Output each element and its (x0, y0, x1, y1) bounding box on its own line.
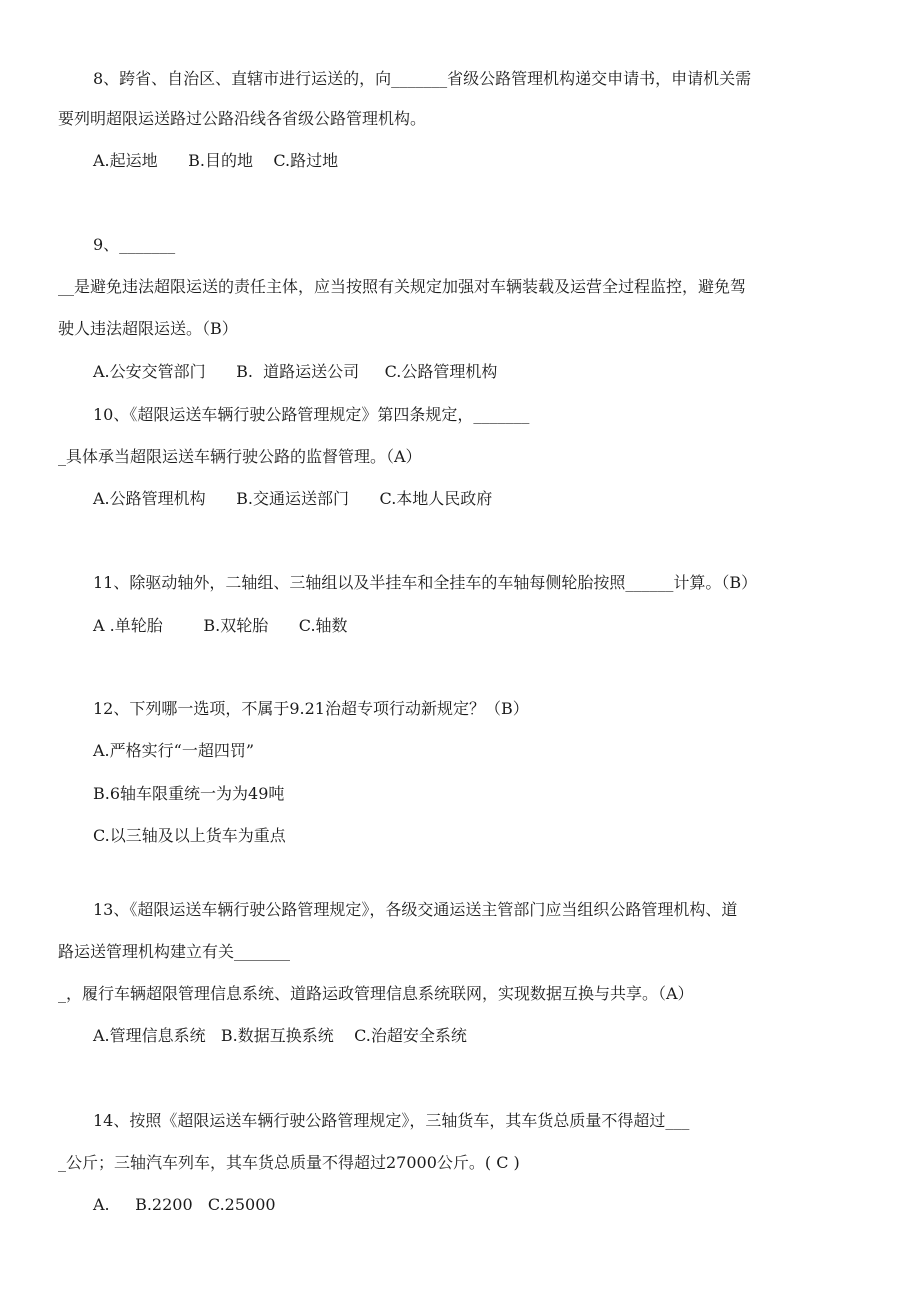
q14-line-1: 14、按照《超限运送车辆行驶公路管理规定》，三轴货车，其车货总质量不得超过___ (93, 1111, 690, 1130)
q9-line-3: 驶人违法超限运送。（B） (58, 319, 238, 338)
q8-options: A.起运地 B.目的地 C.路过地 (93, 151, 339, 170)
q13-options: A.管理信息系统 B.数据互换系统 C.治超安全系统 (93, 1026, 467, 1045)
q14-line-2: _公斤；三轴汽车列车，其车货总质量不得超过27000公斤。( C ) (58, 1153, 520, 1172)
q9-options: A.公安交管部门 B. 道路运送公司 C.公路管理机构 (93, 362, 498, 381)
q8-line-2: 要列明超限运送路过公路沿线各省级公路管理机构。 (58, 109, 427, 128)
q12-line-1: 12、下列哪一选项，不属于9.21治超专项行动新规定？（B） (93, 699, 529, 718)
q12-option-a: A.严格实行“一超四罚” (93, 741, 255, 760)
q8-line-1: 8、跨省、自治区、直辖市进行运送的，向_______省级公路管理机构递交申请书，申请机关需 (93, 69, 752, 88)
q13-line-3: _，履行车辆超限管理信息系统、道路运政管理信息系统联网，实现数据互换与共享。（A） (58, 984, 694, 1003)
q12-option-b: B.6轴车限重统一为为49吨 (93, 784, 285, 803)
q10-options: A.公路管理机构 B.交通运送部门 C.本地人民政府 (93, 489, 493, 508)
q13-line-1: 13、《超限运送车辆行驶公路管理规定》，各级交通运送主管部门应当组织公路管理机构、道 (93, 900, 738, 919)
q10-line-1: 10、《超限运送车辆行驶公路管理规定》第四条规定，_______ (93, 405, 530, 424)
q13-line-2: 路运送管理机构建立有关_______ (58, 942, 291, 961)
q9-line-2: __是避免违法超限运送的责任主体，应当按照有关规定加强对车辆装载及运营全过程监控，避免驾 (58, 277, 747, 296)
q9-line-1: 9、_______ (93, 235, 176, 254)
q11-line-1: 11、除驱动轴外，二轴组、三轴组以及半挂车和全挂车的车轴每侧轮胎按照______计算。（B） (93, 573, 758, 592)
q14-options: A. B.2200 C.25000 (93, 1195, 276, 1214)
q10-line-2: _具体承当超限运送车辆行驶公路的监督管理。（A） (58, 447, 422, 466)
q11-options: A .单轮胎 B.双轮胎 C.轴数 (93, 616, 348, 635)
q12-option-c: C.以三轴及以上货车为重点 (93, 826, 286, 845)
